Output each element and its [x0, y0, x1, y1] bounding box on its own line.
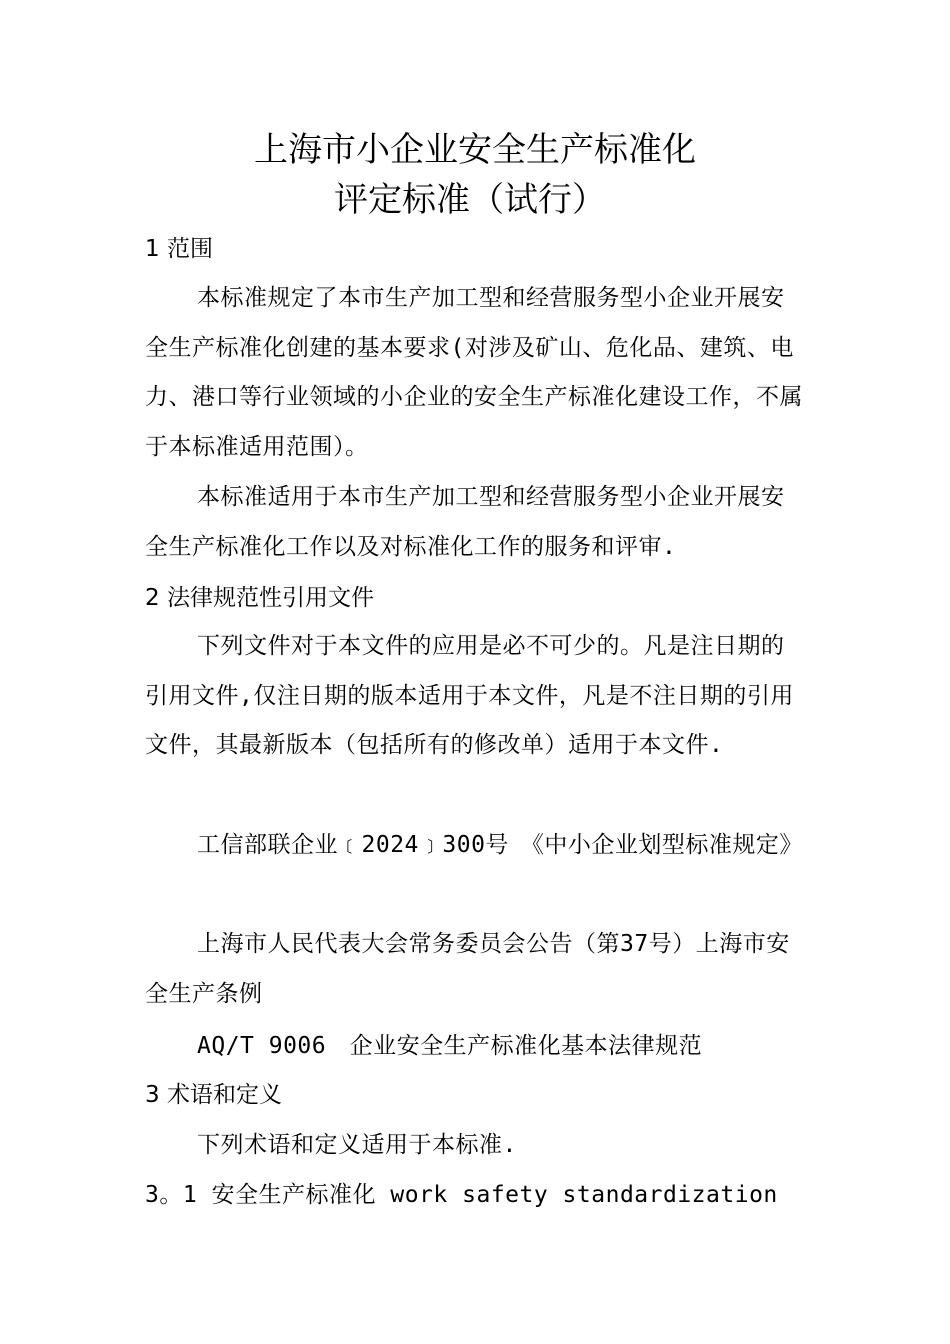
- section-2-reference-3: AQ/T 9006 企业安全生产标准化基本法律规范: [197, 1033, 703, 1059]
- section-1-heading: 1 范围: [145, 236, 213, 262]
- section-3-1-term: 3。1 安全生产标准化 work safety standardization: [145, 1182, 778, 1208]
- document-title-line-2: 评定标准（试行）: [334, 180, 606, 220]
- section-2-reference-2: 上海市人民代表大会常务委员会公告（第37号）上海市安全生产条例: [145, 931, 790, 1007]
- section-3-heading: 3 术语和定义: [145, 1082, 282, 1108]
- section-1-paragraph-2: 本标准适用于本市生产加工型和经营服务型小企业开展安全生产标准化工作以及对标准化工作的服务和评审.: [145, 484, 785, 560]
- section-3-paragraph-1: 下列术语和定义适用于本标准.: [197, 1132, 517, 1158]
- section-2-reference-1: 工信部联企业﹝2024﹞300号 《中小企业划型标准规定》: [197, 832, 803, 858]
- section-1-paragraph-1: 本标准规定了本市生产加工型和经营服务型小企业开展安全生产标准化创建的基本要求(对涉及矿山、危化品、建筑、电力、港口等行业领域的小企业的安全生产标准化建设工作，不属于本标准适用范围）。: [145, 285, 803, 460]
- section-2-heading: 2 法律规范性引用文件: [145, 585, 374, 611]
- section-2-paragraph-1: 下列文件对于本文件的应用是必不可少的。凡是注日期的引用文件,仅注日期的版本适用于本文件，凡是不注日期的引用文件，其最新版本（包括所有的修改单）适用于本文件.: [145, 633, 794, 758]
- document-title-line-1: 上海市小企业安全生产标准化: [254, 130, 696, 170]
